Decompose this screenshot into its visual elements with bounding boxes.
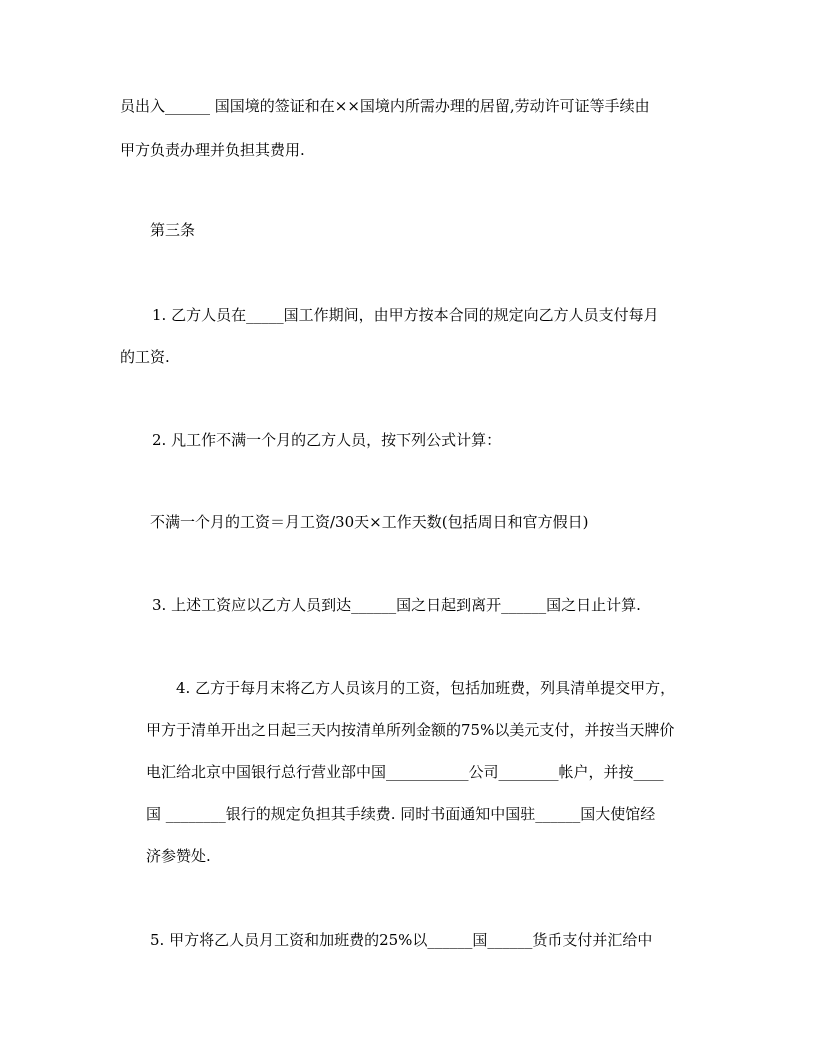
clause-4-line: 甲方于清单开出之日起三天内按清单所列金额的75%以美元支付，并按当天牌价 bbox=[146, 721, 675, 739]
clause-1-line: 的工资. bbox=[120, 348, 170, 366]
clause-1-line: 1. 乙方人员在_____国工作期间，由甲方按本合同的规定向乙方人员支付每月 bbox=[152, 306, 659, 324]
clause-5-line: 5. 甲方将乙人员月工资和加班费的25%以______国______货币支付并汇给中 bbox=[150, 931, 653, 949]
clause-3: 3. 上述工资应以乙方人员到达______国之日起到离开______国之日止计算. bbox=[152, 596, 641, 614]
formula-text: 不满一个月的工资＝月工资/30天×工作天数(包括周日和官方假日) bbox=[150, 513, 589, 531]
clause-4-line: 国 ________银行的规定负担其手续费. 同时书面通知中国驻______国大使馆经 bbox=[146, 805, 656, 823]
paragraph-line: 甲方负责办理并负担其费用. bbox=[120, 141, 305, 159]
clause-4-line: 济参赞处. bbox=[146, 847, 211, 865]
clause-2: 2. 凡工作不满一个月的乙方人员，按下列公式计算： bbox=[152, 431, 502, 449]
clause-4-line: 4. 乙方于每月末将乙方人员该月的工资，包括加班费，列具清单提交甲方， bbox=[176, 679, 676, 697]
article-title: 第三条 bbox=[150, 221, 196, 239]
clause-4-line: 电汇给北京中国银行总行营业部中国___________公司________帐户，并按____ bbox=[146, 763, 664, 781]
paragraph-line: 员出入______ 国国境的签证和在××国境内所需办理的居留,劳动许可证等手续由 bbox=[120, 97, 650, 115]
